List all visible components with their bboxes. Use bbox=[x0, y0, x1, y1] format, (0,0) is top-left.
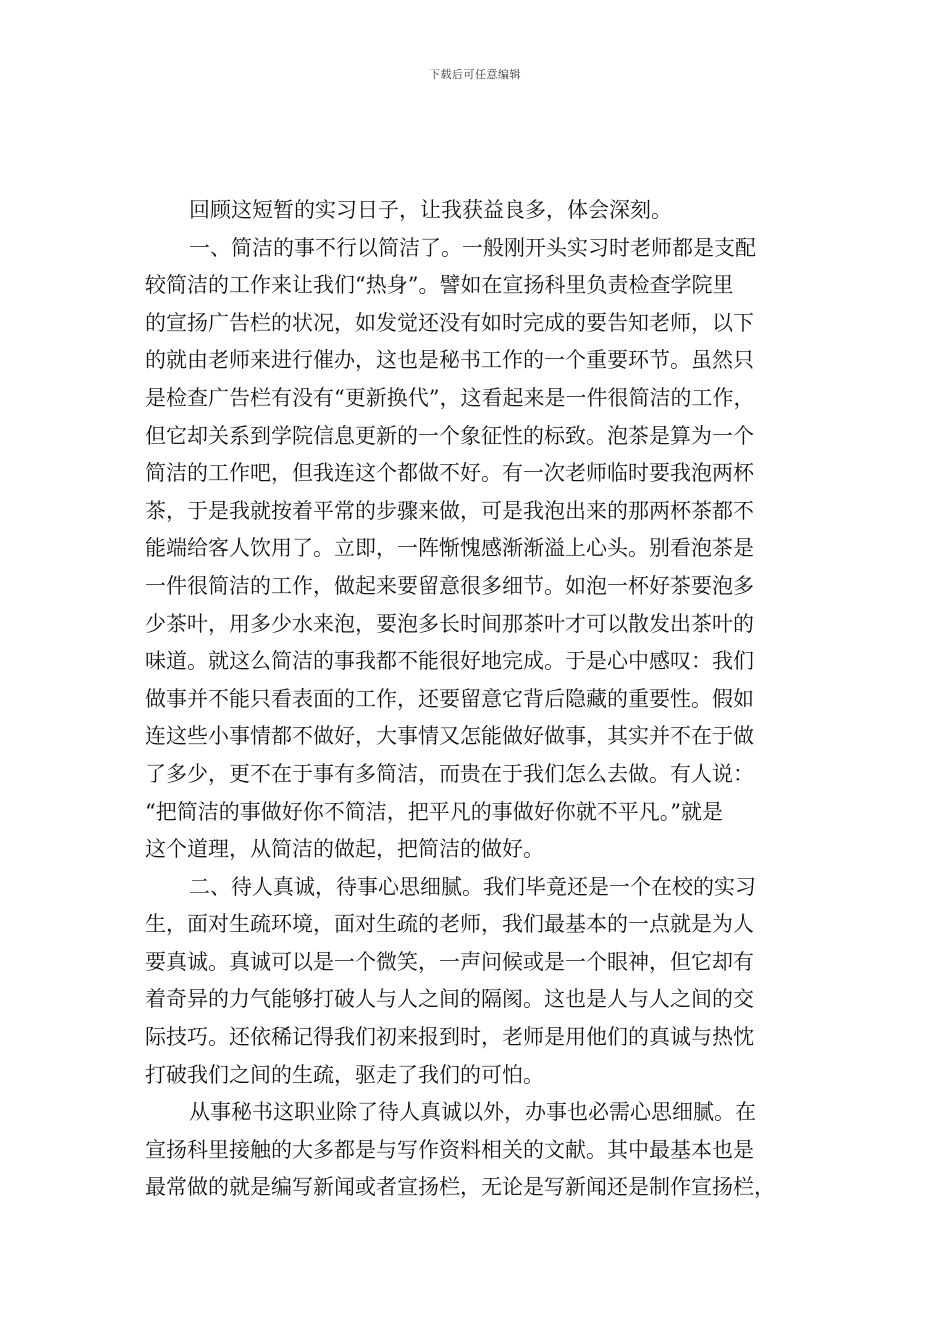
text-line: 的宣扬广告栏的状况，如发觉还没有如时完成的要告知老师，以下 bbox=[145, 310, 754, 335]
document-body bbox=[145, 192, 821, 1207]
text-line: 做事并不能只看表面的工作，还要留意它背后隐藏的重要性。假如 bbox=[145, 686, 754, 711]
text-line: 了多少，更不在于事有多简洁，而贵在于我们怎么去做。有人说： bbox=[145, 761, 754, 786]
text-line: 一件很简洁的工作，做起来要留意很多细节。如泡一杯好茶要泡多 bbox=[145, 573, 754, 598]
text-line: 要真诚。真诚可以是一个微笑，一声问候或是一个眼神，但它却有 bbox=[145, 949, 754, 974]
text-line: 二、待人真诚，待事心思细腻。我们毕竟还是一个在校的实习 bbox=[189, 874, 756, 899]
text-line: 从事秘书这职业除了待人真诚以外，办事也必需心思细腻。在 bbox=[189, 1100, 756, 1125]
text-line: 际技巧。还依稀记得我们初来报到时，老师是用他们的真诚与热忱 bbox=[145, 1025, 754, 1050]
text-line: 能端给客人饮用了。立即，一阵惭愧感渐渐溢上心头。别看泡茶是 bbox=[145, 536, 754, 561]
text-line: 这个道理，从简洁的做起，把简洁的做好。 bbox=[145, 837, 544, 862]
text-line: 回顾这短暂的实习日子，让我获益良多，体会深刻。 bbox=[189, 198, 672, 222]
text-line: 但它却关系到学院信息更新的一个象征性的标致。泡茶是算为一个 bbox=[145, 423, 754, 448]
text-line: 连这些小事情都不做好，大事情又怎能做好做事，其实并不在于做 bbox=[145, 724, 754, 749]
text-line: 较简洁的工作来让我们“热身”。譬如在宣扬科里负责检查学院里 bbox=[145, 273, 734, 298]
text-line: 宣扬科里接触的大多都是与写作资料相关的文献。其中最基本也是 bbox=[145, 1137, 754, 1162]
text-line: 着奇异的力气能够打破人与人之间的隔阂。这也是人与人之间的交 bbox=[145, 987, 754, 1012]
text-line: 一、简洁的事不行以简洁了。一般刚开头实习时老师都是支配 bbox=[189, 235, 756, 260]
text-line: 是检查广告栏有没有“更新换代”，这看起来是一件很简洁的工作， bbox=[145, 385, 755, 410]
text-line: “把简洁的事做好你不简洁，把平凡的事做好你就不平凡。”就是 bbox=[145, 799, 723, 824]
text-line: 的就由老师来进行催办，这也是秘书工作的一个重要环节。虽然只 bbox=[145, 348, 754, 373]
text-line: 少茶叶，用多少水来泡，要泡多长时间那茶叶才可以散发出茶叶的 bbox=[145, 611, 754, 636]
text-line: 味道。就这么简洁的事我都不能很好地完成。于是心中感叹：我们 bbox=[145, 649, 754, 674]
text-line: 生，面对生疏环境，面对生疏的老师，我们最基本的一点就是为人 bbox=[145, 912, 754, 937]
text-line: 最常做的就是编写新闻或者宣扬栏，无论是写新闻还是制作宣扬栏， bbox=[145, 1175, 775, 1200]
text-line: 茶，于是我就按着平常的步骤来做，可是我泡出来的那两杯茶都不 bbox=[145, 498, 754, 523]
text-line: 简洁的工作吧，但我连这个都做不好。有一次老师临时要我泡两杯 bbox=[145, 461, 754, 486]
text-line: 打破我们之间的生疏，驱走了我们的可怕。 bbox=[145, 1062, 544, 1087]
page-header: 下载后可任意编辑 bbox=[429, 68, 521, 81]
